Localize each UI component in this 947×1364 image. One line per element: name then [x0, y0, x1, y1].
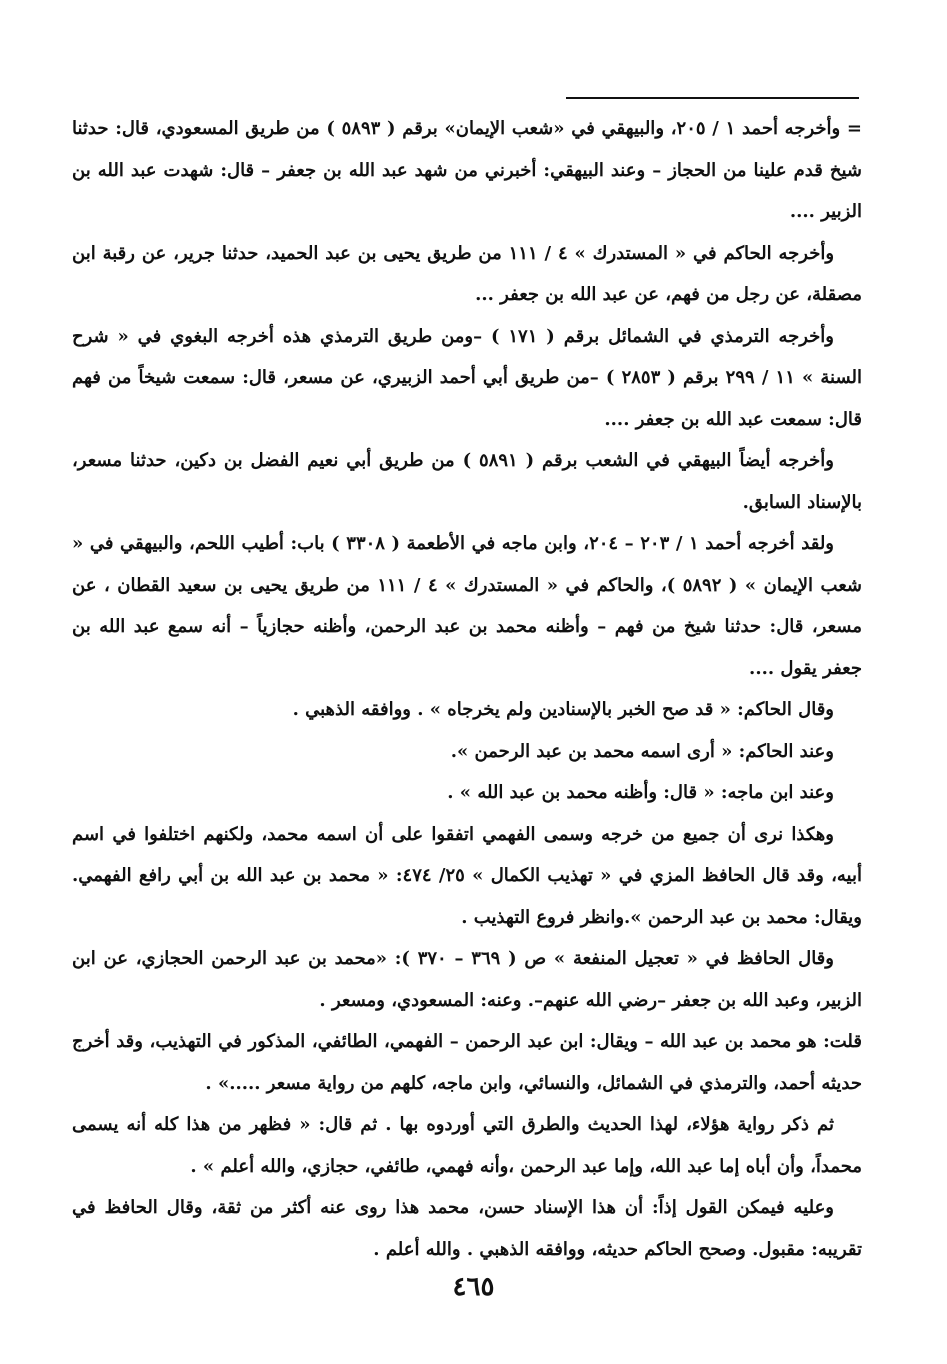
footnote-paragraph: وعند ابن ماجه: « قال: وأظنه محمد بن عبد الله » .: [447, 782, 834, 803]
footnote-paragraph: ثم ذكر رواية هؤلاء، لهذا الحديث والطرق التي أوردوه بها . ثم قال: « فظهر من هذا كله أنه يسمى محمداً، وأن أباه إما عبد الله، وإما عبد الرحمن ،وأنه فهمي، طائفي، حجازي، والله أعلم » .: [72, 1114, 862, 1177]
footnote-paragraph: وقال الحافظ في « تعجيل المنفعة » ص ( ٣٦٩ – ٣٧٠ ): «محمد بن عبد الرحمن الحجازي، عن ابن الزبير، وعبد الله بن جعفر –رضي الله عنهم–. وعنه: المسعودي، ومسعر .: [72, 948, 862, 1011]
footnote-separator-rule: [566, 97, 859, 99]
footnote-text-block: [72, 108, 862, 1270]
footnote-paragraph: ولقد أخرجه أحمد ١ / ٢٠٣ – ٢٠٤، وابن ماجه في الأطعمة ( ٣٣٠٨ ) باب: أطيب اللحم، والبيهقي في « شعب الإيمان » ( ٥٨٩٢ )، والحاكم في « المستدرك » ٤ / ١١١ من طريق يحيى بن سعيد القطان ، عن مسعر، قال: حدثنا شيخ من فهم – وأظنه محمد بن عبد الرحمن، وأظنه حجازياً – أنه سمع عبد الله بن جعفر يقول ....: [72, 533, 862, 679]
footnote-paragraph: وأخرجه أيضاً البيهقي في الشعب برقم ( ٥٨٩١ ) من طريق أبي نعيم الفضل بن دكين، حدثنا مسعر، بالإسناد السابق.: [72, 450, 862, 513]
page-number: ٤٦٥: [452, 1272, 495, 1302]
footnote-paragraph: وأخرجه الترمذي في الشمائل برقم ( ١٧١ ) –ومن طريق الترمذي هذه أخرجه البغوي في « شرح السنة » ١١ / ٢٩٩ برقم ( ٢٨٥٣ ) –من طريق أبي أحمد الزبيري، عن مسعر، قال: سمعت شيخاً من فهم قال: سمعت عبد الله بن جعفر ....: [72, 325, 863, 430]
footnote-paragraph: وقال الحاكم: « قد صح الخبر بالإسنادين ولم يخرجاه » . ووافقه الذهبي .: [292, 699, 834, 720]
footnote-paragraph: وعند الحاكم: « أرى اسمه محمد بن عبد الرحمن ».: [450, 740, 834, 762]
footnote-paragraph: = وأخرجه أحمد ١ / ٢٠٥، والبيهقي في «شعب الإيمان» برقم ( ٥٨٩٣ ) من طريق المسعودي، قال: حدثنا شيخ قدم علينا من الحجاز – وعند البيهقي: أخبرني من شهد عبد الله بن جعفر – قال: شهدت عبد الله بن الزبير ....: [72, 118, 862, 222]
footnote-paragraph: وعليه فيمكن القول إذاً: أن هذا الإسناد حسن، محمد هذا روى عنه أكثر من ثقة، وقال الحافظ في تقريبه: مقبول. وصحح الحاكم حديثه، ووافقه الذهبي . والله أعلم .: [72, 1197, 862, 1260]
footnote-paragraph: وهكذا نرى أن جميع من خرجه وسمى الفهمي اتفقوا على أن اسمه محمد، ولكنهم اختلفوا في اسم أبيه، وقد قال الحافظ المزي في « تهذيب الكمال » ٢٥/ ٤٧٤: « محمد بن عبد الله بن أبي رافع الفهمي. ويقال: محمد بن عبد الرحمن ».وانظر فروع التهذيب .: [72, 823, 862, 928]
footnote-paragraph: قلت: هو محمد بن عبد الله – ويقال: ابن عبد الرحمن – الفهمي، الطائفي، المذكور في التهذيب، وقد أخرج حديثه أحمد، والترمذي في الشمائل، والنسائي، وابن ماجه، كلهم من رواية مسعر .....» .: [72, 1031, 862, 1094]
footnote-paragraph: وأخرجه الحاكم في « المستدرك » ٤ / ١١١ من طريق يحيى بن عبد الحميد، حدثنا جرير، عن رقبة ابن مصقلة، عن رجل من فهم، عن عبد الله بن جعفر ...: [72, 242, 862, 305]
